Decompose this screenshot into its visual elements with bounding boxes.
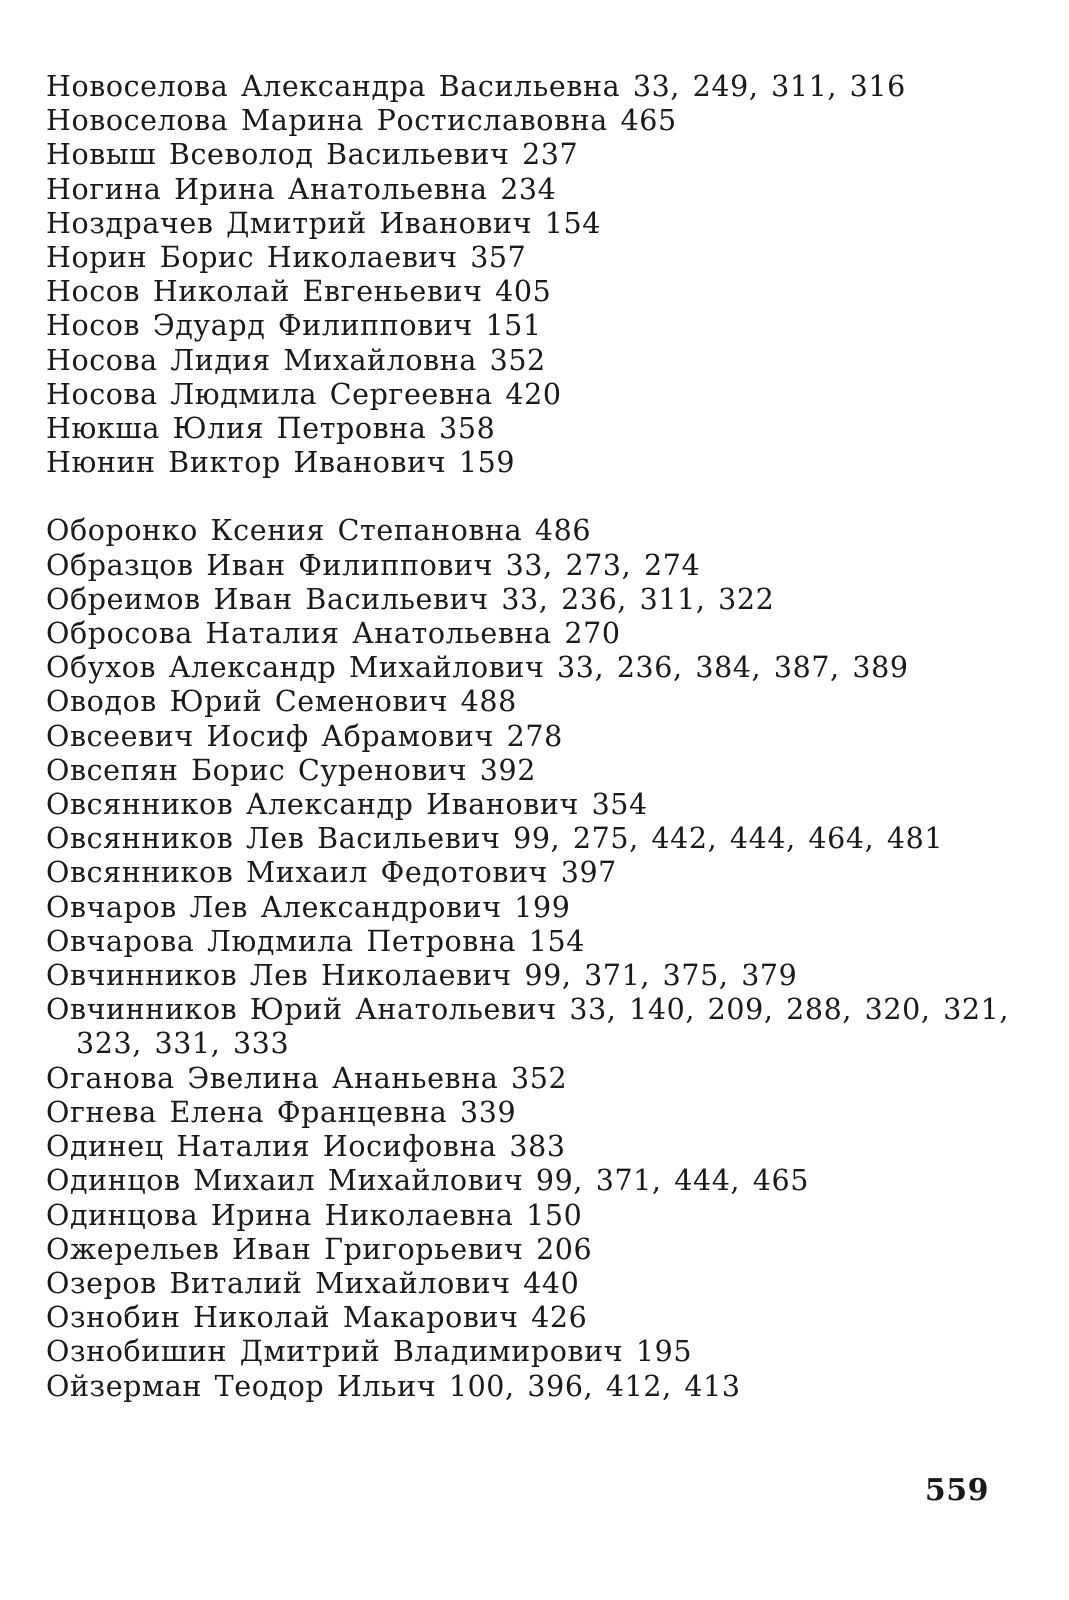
index-entry: Образцов Иван Филиппович 33, 273, 274 (46, 548, 701, 582)
index-entry: Одинец Наталия Иосифовна 383 (46, 1130, 566, 1164)
index-entry: Носова Лидия Михайловна 352 (46, 343, 546, 377)
index-entry: Овсепян Борис Суренович 392 (46, 753, 537, 787)
index-entry: Оборонко Ксения Степановна 486 (46, 514, 592, 548)
index-section-o (46, 514, 1026, 1403)
index-entry: Овчарова Людмила Петровна 154 (46, 924, 585, 958)
index-entry: Овчинников Лев Николаевич 99, 371, 375, 379 (46, 959, 798, 993)
name-index (46, 70, 1026, 1404)
index-entry: Обухов Александр Михайлович 33, 236, 384, 387, 389 (46, 651, 909, 685)
index-entry: Овчаров Лев Александрович 199 (46, 890, 571, 924)
index-entry: Ногина Ирина Анатольевна 234 (46, 172, 557, 206)
index-entry: Носов Николай Евгеньевич 405 (46, 275, 552, 309)
index-entry: Ойзерман Теодор Ильич 100, 396, 412, 413 (46, 1369, 741, 1403)
index-entry: Ознобин Николай Макарович 426 (46, 1301, 588, 1335)
index-entry: Новоселова Александра Васильевна 33, 249, 311, 316 (46, 70, 906, 103)
index-entry: Овсянников Лев Васильевич 99, 275, 442, 444, 464, 481 (46, 822, 944, 856)
index-entry: Новоселова Марина Ростиславовна 465 (46, 104, 677, 138)
index-entry: Овсянников Михаил Федотович 397 (46, 856, 617, 890)
index-section-n (46, 70, 1026, 480)
index-entry: Ознобишин Дмитрий Владимирович 195 (46, 1335, 693, 1369)
index-entry: Ноздрачев Дмитрий Иванович 154 (46, 206, 601, 240)
page-number: 559 (924, 1473, 989, 1508)
index-entry: Овсянников Александр Иванович 354 (46, 788, 648, 822)
index-entry: Озеров Виталий Михайлович 440 (46, 1266, 580, 1300)
index-entry: Нюнин Виктор Иванович 159 (46, 446, 516, 480)
index-entry: Обросова Наталия Анатольевна 270 (46, 617, 621, 651)
index-entry: Оводов Юрий Семенович 488 (46, 685, 517, 719)
index-entry: Новыш Всеволод Васильевич 237 (46, 138, 579, 172)
index-entry: Обреимов Иван Васильевич 33, 236, 311, 322 (46, 582, 775, 616)
index-entry: Овчинников Юрий Анатольевич 33, 140, 209, 288, 320, 321, 323, 331, 333 (46, 993, 1010, 1061)
index-entry: Норин Борис Николаевич 357 (46, 241, 527, 275)
index-entry: Огнева Елена Францевна 339 (46, 1095, 517, 1129)
index-entry: Овсеевич Иосиф Абрамович 278 (46, 719, 563, 753)
index-entry: Одинцова Ирина Николаевна 150 (46, 1198, 583, 1232)
index-entry: Оганова Эвелина Ананьевна 352 (46, 1061, 568, 1095)
index-entry: Носова Людмила Сергеевна 420 (46, 377, 562, 411)
index-entry: Одинцов Михаил Михайлович 99, 371, 444, 465 (46, 1164, 809, 1198)
index-entry: Ожерельев Иван Григорьевич 206 (46, 1232, 593, 1266)
index-entry: Носов Эдуард Филиппович 151 (46, 309, 542, 343)
index-entry: Нюкша Юлия Петровна 358 (46, 412, 496, 446)
